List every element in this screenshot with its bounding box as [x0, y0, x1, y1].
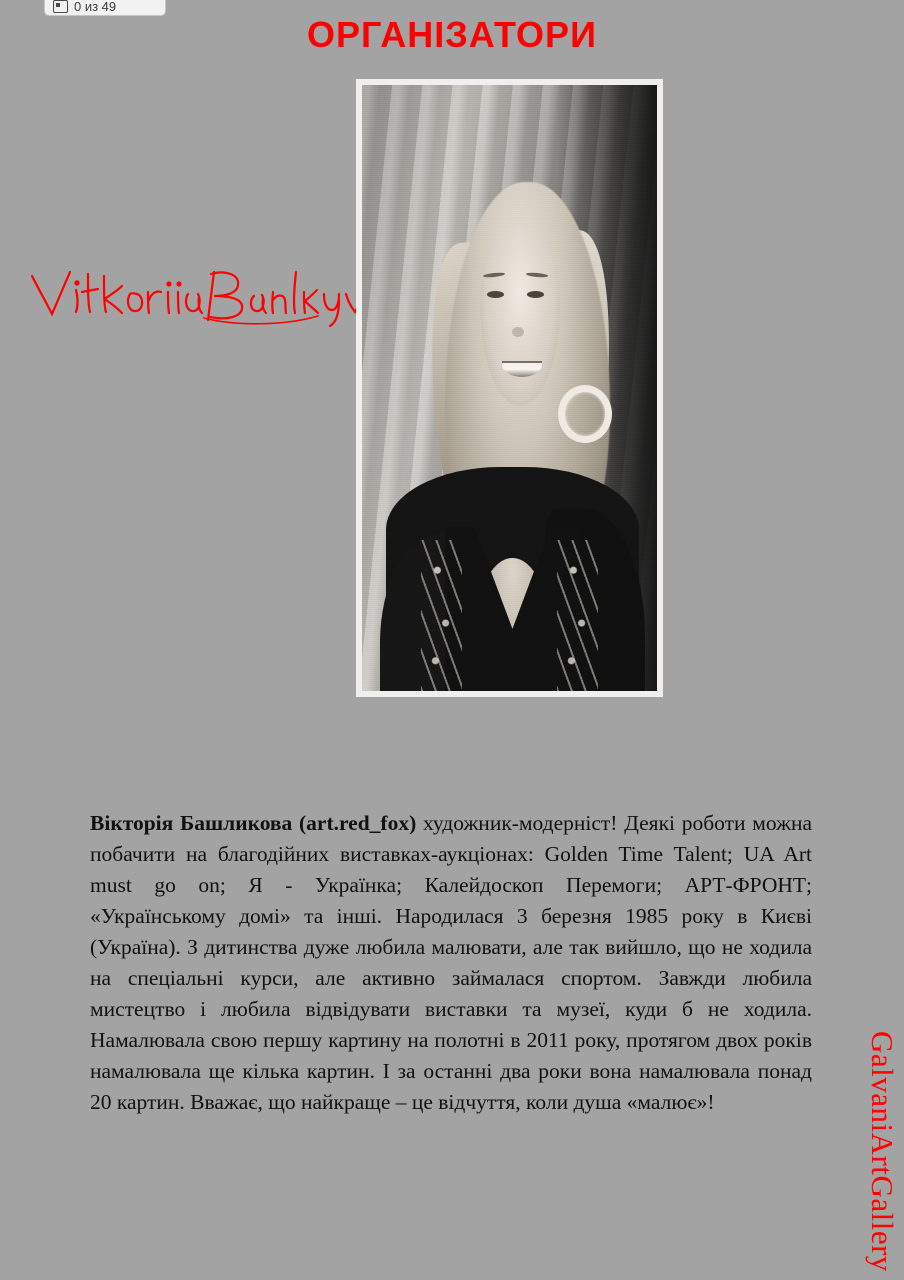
dress-pattern-right: [557, 540, 598, 692]
page-view-icon: [53, 0, 68, 13]
signature: [18, 258, 368, 338]
earring: [558, 385, 612, 443]
page-title: ОРГАНІЗАТОРИ: [307, 14, 597, 55]
dress-pattern-left: [421, 540, 462, 692]
page-counter-label: 0 из 49: [74, 1, 117, 13]
portrait-photo-frame: [356, 79, 663, 697]
signature-glyph: [18, 258, 368, 338]
portrait-photo: [362, 85, 657, 691]
gallery-watermark: GalvaniArtGallery: [865, 1031, 900, 1272]
biography-paragraph: [90, 808, 812, 1118]
biography-body: художник-модерніст! Деякі роботи можна побачити на благодійних виставках-аукціонах: Golden Time Talent; UA Art must go on; Я - Українка; Калейдоскоп Перемоги; АРТ-ФРОНТ; «Українському домі» та інші. Народилася 3 березня 1985 року в Києві (Україна). З дитинства дуже любила малювати, але так вийшло, що не ходила на спеціальні курси, але активно займалася спортом. Завжди любила мистецтво і любила відвідувати виставки та музеї, куди б не ходила. Намалювала свою першу картину на полотні в 2011 року, протягом двох років намалювала ще кілька картин. І за останні два роки вона намалювала понад 20 картин. Вважає, що найкраще – це відчуття, коли душа «малює»!: [90, 810, 812, 1114]
artist-name: Вікторія Башликова (art.red_fox): [90, 810, 417, 835]
